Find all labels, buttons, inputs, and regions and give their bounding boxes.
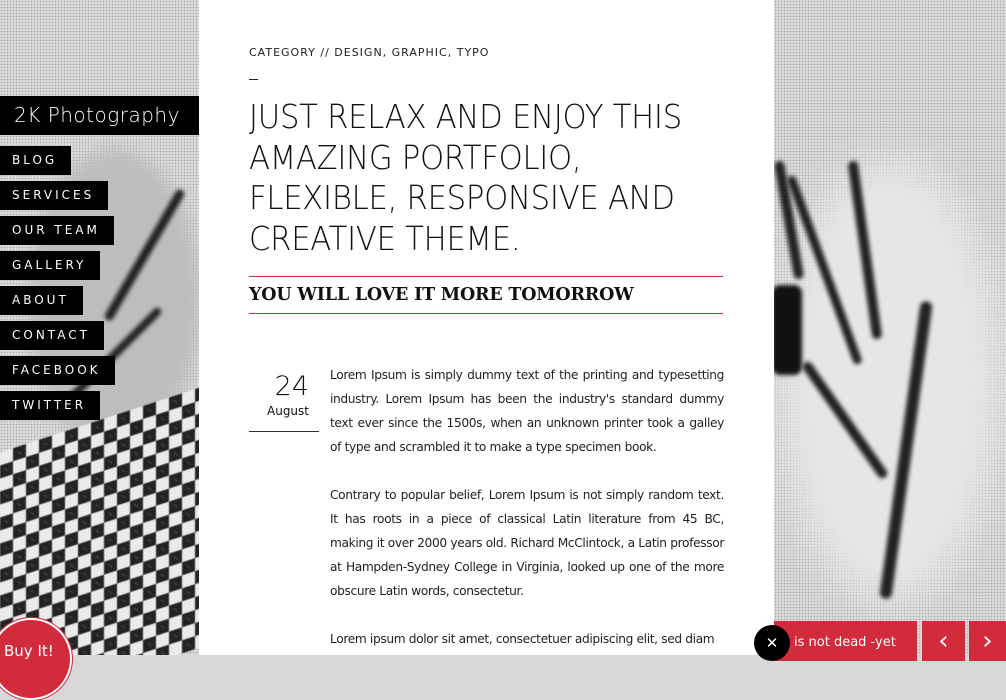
divider: [249, 79, 258, 80]
date-day: 24: [274, 371, 309, 402]
date-month: August: [267, 404, 309, 418]
nav-item-twitter[interactable]: TWITTER: [0, 391, 100, 420]
post-body: [330, 363, 724, 655]
nav-item-blog[interactable]: BLOG: [0, 146, 71, 175]
nav-item-gallery[interactable]: GALLERY: [0, 251, 100, 280]
paragraph: Contrary to popular belief, Lorem Ipsum is not simply random text. It has roots in a piece of classical Latin literature from 45 BC, making it over 2000 years old. Richard McClintock, a Latin professor at Hampden-Sydney College in Virginia, looked up one of the more obscure Latin words, consectetur.: [330, 488, 724, 598]
buy-button[interactable]: [0, 618, 72, 700]
close-icon[interactable]: ✕: [754, 625, 790, 661]
plaid-shirt: [0, 388, 200, 655]
slide-caption: is not dead -yet: [774, 621, 917, 661]
post-title: JUST RELAX AND ENJOY THIS AMAZING PORTFOLIO, FLEXIBLE, RESPONSIVE AND CREATIVE THEME.: [249, 97, 682, 258]
paragraph: Lorem ipsum dolor sit amet, consectetuer adipiscing elit, sed diam: [330, 632, 715, 646]
post-date: [249, 370, 319, 432]
nav-item-about[interactable]: ABOUT: [0, 286, 83, 315]
nav-item-services[interactable]: SERVICES: [0, 181, 108, 210]
site-logo[interactable]: 2K Photography: [0, 96, 205, 135]
post-category: CATEGORY // DESIGN, GRAPHIC, TYPO: [249, 46, 490, 59]
next-slide-button[interactable]: [969, 621, 1006, 661]
main-nav: [0, 146, 115, 426]
content-panel: [199, 0, 774, 655]
nav-item-contact[interactable]: CONTACT: [0, 321, 104, 350]
chevron-right-icon: ›: [982, 626, 993, 656]
buy-button-label: Buy It!: [4, 642, 54, 660]
paragraph: Lorem Ipsum is simply dummy text of the printing and typesetting industry. Lorem Ipsum has been the industry's standard dummy text ever since the 1500s, when an unknown printer took a galley of type and scrambled it to make a type specimen book.: [330, 368, 724, 454]
prev-slide-button[interactable]: [922, 621, 965, 661]
post-subtitle: YOU WILL LOVE IT MORE TOMORROW: [249, 276, 723, 314]
nav-item-facebook[interactable]: FACEBOOK: [0, 356, 115, 385]
chevron-left-icon: ‹: [938, 626, 949, 656]
nav-item-our-team[interactable]: OUR TEAM: [0, 216, 114, 245]
